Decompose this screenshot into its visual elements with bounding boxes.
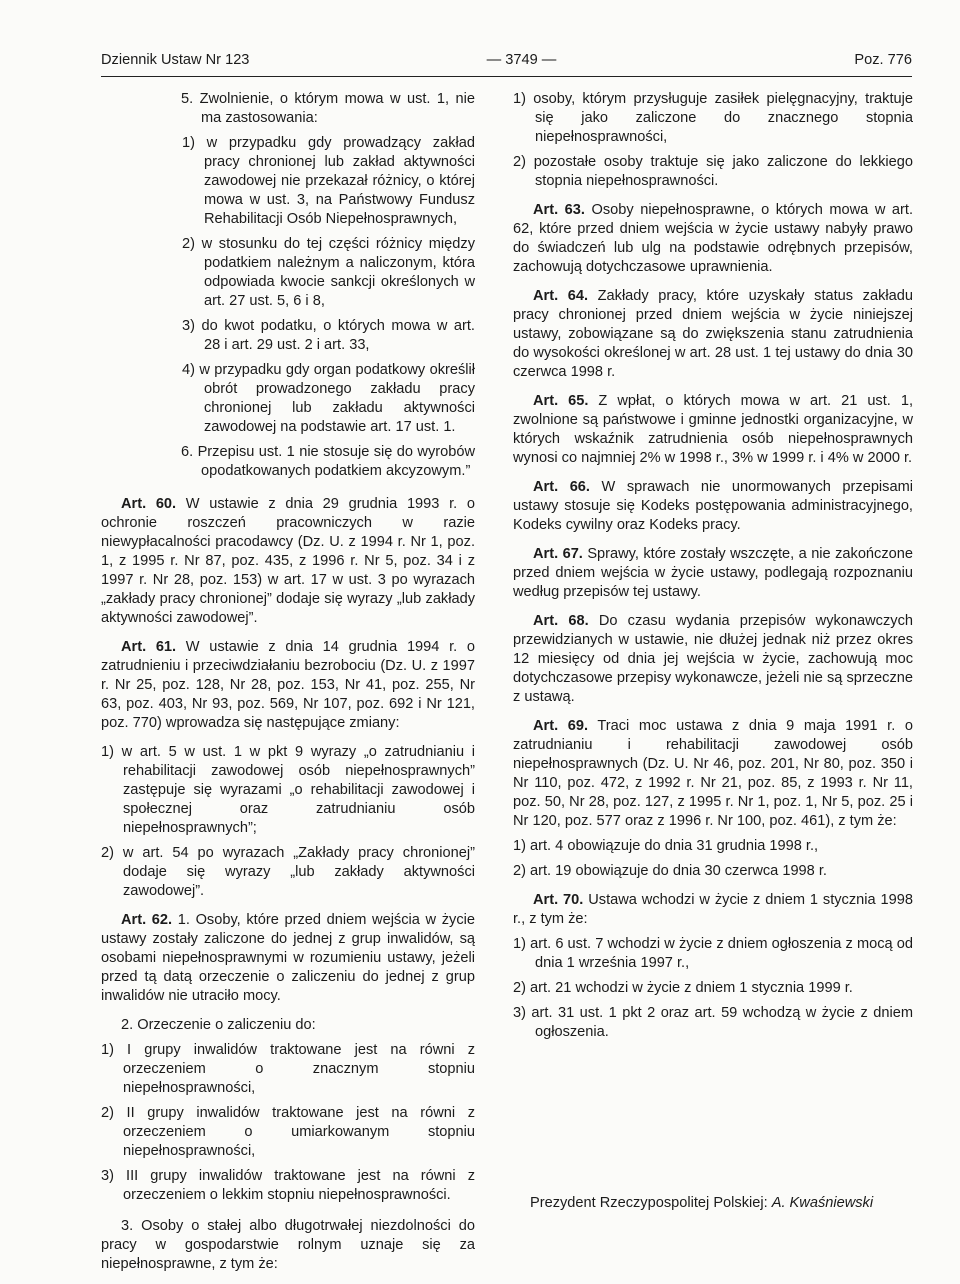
article-63-label: Art. 63. [533,202,585,218]
article-70-text: Ustawa wchodzi w życie z dniem 1 stycznia 1998 r., z tym że: [513,892,913,927]
page-number: — 3749 — [486,52,557,68]
article-62-section-3: 3. Osoby o stałej albo długotrwałej niezdolności do pracy w gospodarstwie rolnym uznaje się za niepełnosprawne, z tym że: [101,1218,475,1272]
article-62-section-2: 2. Orzeczenie o zaliczeniu do: [121,1017,316,1033]
article-60-text: W ustawie z dnia 29 grudnia 1993 r. o ochronie roszczeń pracowniczych w razie niewypłacalności pracodawcy (Dz. U. z 1994 r. Nr 1, poz. 1, z 1995 r. Nr 87, poz. 435, z 1996 r. Nr 5, poz. 34 i z 1997 r. Nr 28, poz. 153) w art. 17 w ust. 3 po wyrazach „zakłady pracy chronionej” dodaje się wyrazy „lub zakłady aktywności zawodowej”. [101,496,475,626]
signature-title: Prezydent Rzeczypospolitej Polskiej: [530,1195,772,1211]
article-64 [513,287,913,382]
article-69 [513,717,913,831]
article-62-text: 1. Osoby, które przed dniem wejścia w życie ustawy zostały zaliczone do jednej z grup inwalidów, są osobami niepełnosprawnymi w rozumieniu ustawy, jeżeli przed tą datą orzeczenie o zaliczeniu do jednej z grup inwalidów nie utraciło mocy. [101,912,475,1004]
article-65 [513,392,913,468]
paragraph-5-item-4: 4) w przypadku gdy organ podatkowy określił obrót prowadzonego zakładu pracy chronionej lub zakładu aktywności zawodowej na podstawie art. 17 ust. 1. [182,362,475,435]
paragraph-5-item-2: 2) w stosunku do tej części różnicy między podatkiem należnym a naliczonym, która odpowiada kwocie sankcji określonych w art. 27 ust. 5, 6 i 8, [182,236,475,309]
header-rule [101,76,912,77]
article-66 [513,478,913,535]
article-67-label: Art. 67. [533,546,583,562]
article-66-text: W sprawach nie unormowanych przepisami ustawy stosuje się Kodeks postępowania administracyjnego, Kodeks cywilny oraz Kodeks pracy. [513,479,913,533]
page-header [101,50,912,72]
article-69-item-2: 2) art. 19 obowiązuje do dnia 30 czerwca 1998 r. [513,863,827,879]
article-65-label: Art. 65. [533,393,589,409]
article-64-text: Zakłady pracy, które uzyskały status zakładu pracy chronionej przed dniem wejścia w życie niniejszej ustawy, zobowiązane są do zwiększenia stanu zatrudnienia do wysokości określonej w art. 28 ust. 1 tej ustawy do dnia 30 czerwca 1998 r. [513,288,913,380]
continued-item-1: 1) osoby, którym przysługuje zasiłek pielęgnacyjny, traktuje się jako zaliczone do znacznego stopnia niepełnosprawności, [513,91,913,145]
paragraph-6: 6. Przepisu ust. 1 nie stosuje się do wyrobów opodatkowanych podatkiem akcyzowym.” [181,444,475,479]
article-69-item-1: 1) art. 4 obowiązuje do dnia 31 grudnia 1998 r., [513,838,819,854]
signature-name: A. Kwaśniewski [771,1195,874,1211]
signature-line [530,1195,915,1211]
article-70-item-2: 2) art. 21 wchodzi w życie z dniem 1 stycznia 1999 r. [513,980,853,996]
article-62-label: Art. 62. [121,912,173,928]
article-61-item-1: 1) w art. 5 w ust. 1 w pkt 9 wyrazy „o zatrudnianiu i rehabilitacji zawodowej osób niepełnosprawnych” zastępuje się wyrazami „o rehabilitacji zawodowej i społecznej oraz zatrudnianiu osób niepełnosprawnych”; [101,744,475,836]
article-61-text: W ustawie z dnia 14 grudnia 1994 r. o zatrudnieniu i przeciwdziałaniu bezrobociu (Dz. U. z 1997 r. Nr 25, poz. 128, Nr 28, poz. 153, Nr 41, poz. 255, Nr 63, poz. 403, Nr 93, poz. 569, Nr 107, poz. 692 i Nr 121, poz. 770) wprowadza się następujące zmiany: [101,639,475,731]
article-68 [513,612,913,707]
article-62-section-2-item-2: 2) II grupy inwalidów traktowane jest na równi z orzeczeniem o umiarkowanym stopniu niepełnosprawności, [101,1105,475,1159]
article-69-label: Art. 69. [533,718,589,734]
article-67 [513,545,913,602]
position-number: Poz. 776 [854,52,912,68]
left-column [101,90,475,1284]
paragraph-5-item-1: 1) w przypadku gdy prowadzący zakład pracy chronionej lub zakład aktywności zawodowej nie przekazał różnicy, o której mowa w ust. 3, na Państwowy Fundusz Rehabilitacji Osób Niepełnosprawnych, [182,135,475,227]
article-63-text: Osoby niepełnosprawne, o których mowa w art. 62, które przed dniem wejścia w życie ustawy nabyły prawo do świadczeń lub ulg na podstawie odrębnych przepisów, zachowują dotychczasowe uprawnienia. [513,202,913,275]
article-67-text: Sprawy, które zostały wszczęte, a nie zakończone przed dniem wejścia w życie ustawy, podlegają rozpoznaniu według przepisów tej ustawy. [513,546,913,600]
article-62 [101,911,475,1006]
article-61-item-2: 2) w art. 54 po wyrazach „Zakłady pracy chronionej” dodaje się wyrazy „lub zakłady aktywności zawodowej”. [101,845,475,899]
article-70-item-3: 3) art. 31 ust. 1 pkt 2 oraz art. 59 wchodzą w życie z dniem ogłoszenia. [513,1005,913,1040]
article-60-label: Art. 60. [121,496,177,512]
article-61-label: Art. 61. [121,639,177,655]
paragraph-5: 5. Zwolnienie, o którym mowa w ust. 1, nie ma zastosowania: [181,91,475,126]
article-70-item-1: 1) art. 6 ust. 7 wchodzi w życie z dniem ogłoszenia z mocą od dnia 1 września 1997 r., [513,936,913,971]
article-66-label: Art. 66. [533,479,590,495]
article-62-section-2-item-3: 3) III grupy inwalidów traktowane jest na równi z orzeczeniem o lekkim stopniu niepełnosprawności. [101,1168,475,1203]
continued-item-2: 2) pozostałe osoby traktuje się jako zaliczone do lekkiego stopnia niepełnosprawności. [513,154,913,189]
article-70 [513,891,913,929]
right-column [513,90,913,1048]
journal-title: Dziennik Ustaw Nr 123 [101,52,250,68]
article-60 [101,495,475,628]
article-70-label: Art. 70. [533,892,584,908]
article-64-label: Art. 64. [533,288,589,304]
article-65-text: Z wpłat, o których mowa w art. 21 ust. 1, zwolnione są państwowe i gminne jednostki organizacyjne, w których wskaźnik zatrudnienia osób niepełnosprawnych wynosi co najmniej 2% w 1998 r., 3% w 1999 r. i 4% w 2000 r. [513,393,913,466]
article-68-text: Do czasu wydania przepisów wykonawczych przewidzianych w ustawie, nie dłużej jednak niż przez okres 12 miesięcy od dnia jej wejścia w życie, zachowują moc dotychczasowe przepisy wykonawcze, jeżeli nie są sprzeczne z ustawą. [513,613,913,705]
article-69-text: Traci moc ustawa z dnia 9 maja 1991 r. o zatrudnianiu i rehabilitacji zawodowej osób niepełnosprawnych (Dz. U. Nr 46, poz. 201, Nr 80, poz. 350 i Nr 110, poz. 472, z 1992 r. Nr 21, poz. 85, z 1993 r. Nr 11, poz. 50, Nr 28, poz. 127, z 1995 r. Nr 1, poz. 1, Nr 5, poz. 25 i Nr 120, poz. 577 oraz z 1996 r. Nr 100, poz. 461), z tym że: [513,718,913,829]
article-68-label: Art. 68. [533,613,589,629]
article-61 [101,638,475,733]
paragraph-5-item-3: 3) do kwot podatku, o których mowa w art. 28 i art. 29 ust. 2 i art. 33, [182,318,475,353]
article-62-section-2-item-1: 1) I grupy inwalidów traktowane jest na równi z orzeczeniem o znacznym stopniu niepełnosprawności, [101,1042,475,1096]
article-63 [513,201,913,277]
